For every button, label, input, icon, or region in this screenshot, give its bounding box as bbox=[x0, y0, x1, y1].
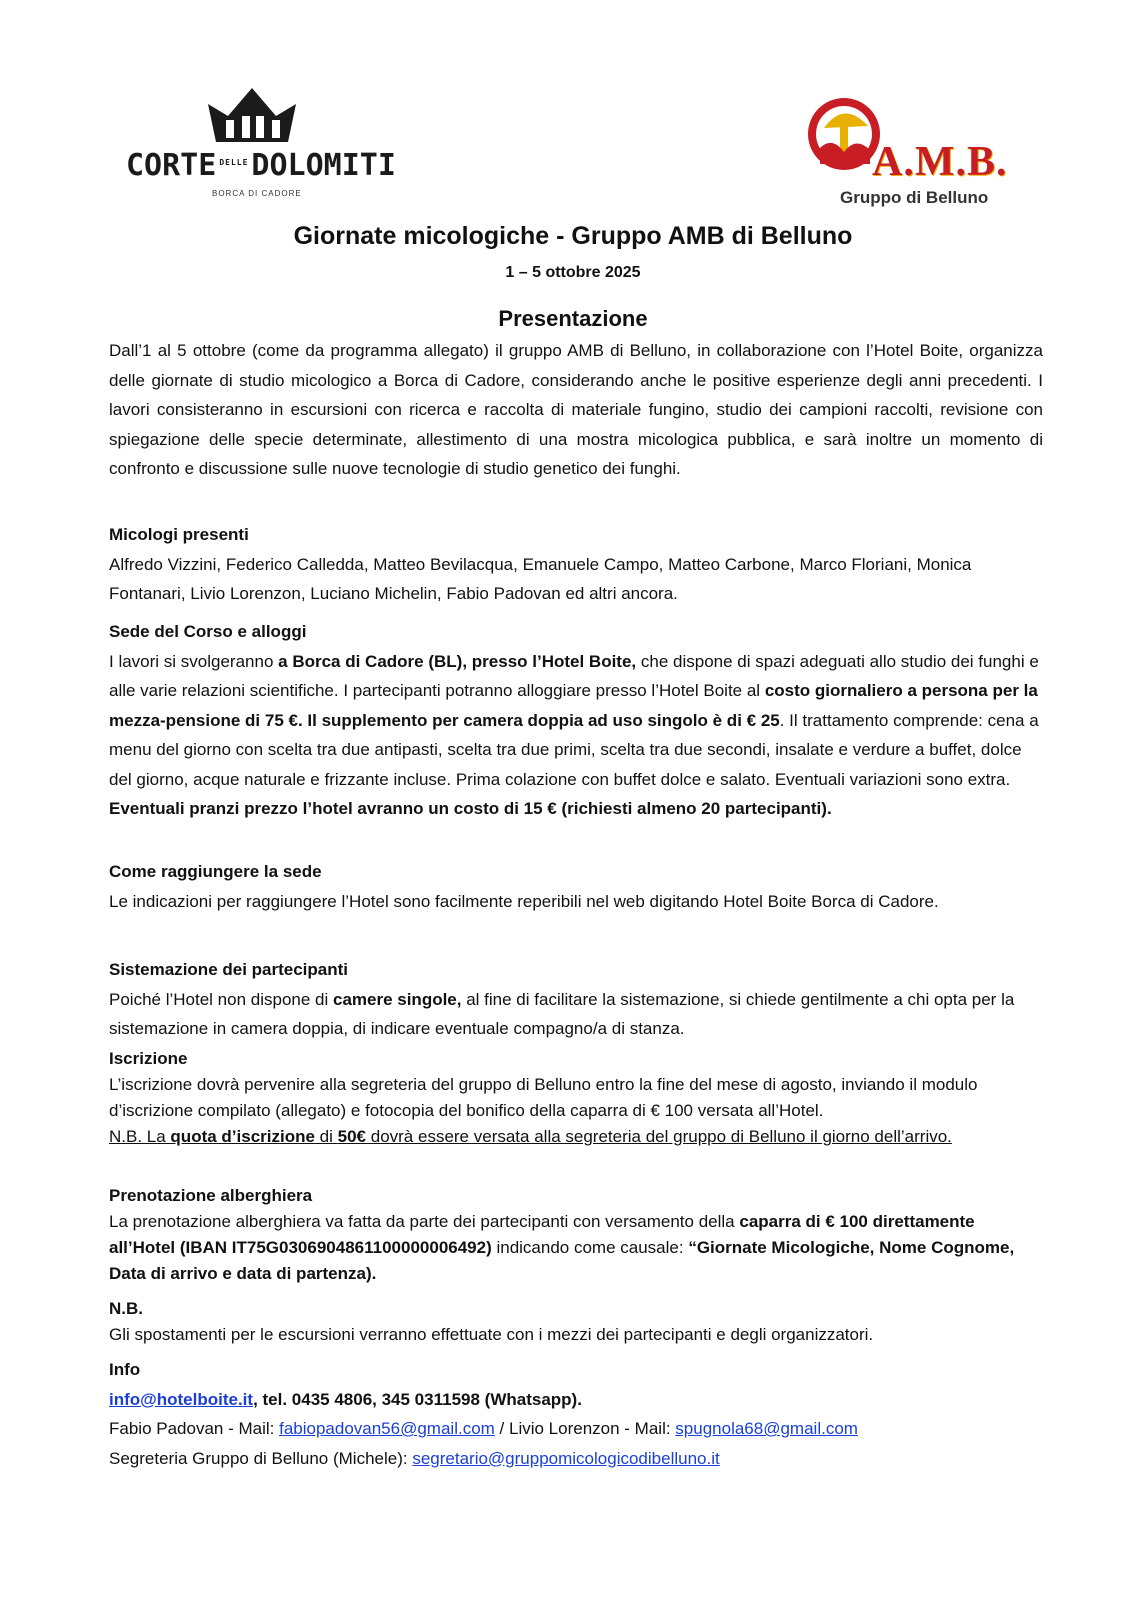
sede-bold-3: Eventuali pranzi prezzo l’hotel avranno un costo di 15 € (richiesti almeno 20 partecipanti). bbox=[109, 799, 832, 818]
sistemazione-text-2: al fine di facilitare la sistemazione, si chiede gentilmente a chi opta per la sistemazione in camera doppia, di indicare eventuale compagno/a di stanza. bbox=[109, 989, 1015, 1038]
amb-subtitle: Gruppo di Belluno bbox=[840, 188, 989, 207]
sede-bold-2: costo giornaliero a persona per la mezza-pensione di 75 €. Il supplemento per camera doppia ad uso singolo è di € 25 bbox=[109, 681, 1038, 730]
prenotazione-text-2: indicando come causale: bbox=[491, 1238, 689, 1257]
presentazione-paragraph: Dall’1 al 5 ottobre (come da programma allegato) il gruppo AMB di Belluno, in collaborazione con l’Hotel Boite, organizza delle giornate di studio micologico a Borca di Cadore, considerando anche le positive esperienze degli anni precedenti. I lavori consisteranno in escursioni con ricerca e raccolta di materiale fungino, studio dei campioni raccolti, revisione con spiegazione delle specie determinate, allestimento di una mostra micologica pubblica, e sarà inoltre un momento di confronto e discussione sulle nuove tecnologie di studio genetico dei funghi. bbox=[109, 341, 1043, 478]
iscrizione-heading: Iscrizione bbox=[109, 1049, 188, 1068]
corte-delle-dolomiti-logo bbox=[126, 86, 396, 206]
prenotazione-heading: Prenotazione alberghiera bbox=[109, 1186, 313, 1205]
sede-bold-1: a Borca di Cadore (BL), presso l’Hotel Boite, bbox=[278, 651, 637, 671]
nb-text: Gli spostamenti per le escursioni verranno effettuate con i mezzi dei partecipanti e degli organizzatori. bbox=[109, 1325, 874, 1344]
section-sistemazione bbox=[109, 955, 1043, 1044]
amb-gruppo-belluno-logo bbox=[806, 92, 1036, 212]
iscrizione-nb: N.B. La quota d’iscrizione di 50€ dovrà essere versata alla segreteria del gruppo di Belluno il giorno dell’arrivo. bbox=[109, 1127, 952, 1146]
sede-text-3: . Il trattamento comprende: cena a menu del giorno con scelta tra due antipasti, scelta tra due primi, scelta tra due secondi, insalate e verdure a buffet, dolce del giorno, acque naturale e frizzante incluse. Prima colazione con buffet dolce e salato. Eventuali variazioni sono extra. bbox=[109, 710, 1039, 789]
segreteria-label: Segreteria Gruppo di Belluno (Michele): bbox=[109, 1448, 413, 1468]
crown-icon bbox=[204, 86, 300, 144]
info-heading: Info bbox=[109, 1360, 141, 1379]
fabio-label: Fabio Padovan - Mail: bbox=[109, 1419, 280, 1438]
prenotazione-bold-2: “Giornate Micologiche, Nome Cognome, Data di arrivo e data di partenza). bbox=[109, 1238, 1015, 1283]
section-presentazione-heading: Presentazione bbox=[498, 306, 648, 331]
micologi-heading: Micologi presenti bbox=[109, 525, 249, 544]
sistemazione-heading: Sistemazione dei partecipanti bbox=[109, 960, 349, 979]
section-nb bbox=[109, 1296, 1043, 1348]
section-come-raggiungere bbox=[109, 857, 1043, 916]
prenotazione-bold-1: caparra di € 100 direttamente all’Hotel (IBAN IT75G0306904861100000006492) bbox=[109, 1212, 975, 1257]
section-iscrizione bbox=[109, 1046, 1043, 1150]
iscrizione-text: L’iscrizione dovrà pervenire alla segreteria del gruppo di Belluno entro la fine del mese di agosto, inviando il modulo d’iscrizione compilato (allegato) e fotocopia del bonifico della caparra di € 100 versata all’Hotel. bbox=[109, 1075, 978, 1120]
document-title: Giornate micologiche - Gruppo AMB di Belluno bbox=[293, 222, 853, 250]
section-prenotazione bbox=[109, 1183, 1043, 1287]
nb-heading: N.B. bbox=[109, 1299, 143, 1318]
amb-mark: A.M.B. bbox=[872, 139, 1008, 185]
sede-heading: Sede del Corso e alloggi bbox=[109, 622, 307, 641]
livio-label: / Livio Lorenzon - Mail: bbox=[494, 1419, 676, 1438]
section-sede bbox=[109, 617, 1043, 824]
sede-text-2: che dispone di spazi adeguati allo studio dei funghi e alle varie relazioni scientifiche. I partecipanti potranno alloggiare presso l’Hotel Boite al bbox=[109, 651, 1039, 700]
micologi-text: Alfredo Vizzini, Federico Calledda, Matteo Bevilacqua, Emanuele Campo, Matteo Carbone, Marco Floriani, Monica Fontanari, Livio Lorenzon, Luciano Michelin, Fabio Padovan ed altri ancora. bbox=[109, 554, 972, 603]
come-text: Le indicazioni per raggiungere l’Hotel sono facilmente reperibili nel web digitando Hotel Boite Borca di Cadore. bbox=[109, 891, 939, 911]
fabio-email-link[interactable]: fabiopadovan56@gmail.com bbox=[279, 1419, 495, 1438]
sede-text-1: I lavori si svolgeranno bbox=[109, 651, 279, 671]
hotel-email-link[interactable]: info@hotelboite.it bbox=[109, 1389, 254, 1409]
event-dates: 1 – 5 ottobre 2025 bbox=[505, 264, 641, 281]
segreteria-email-link[interactable]: segretario@gruppomicologicodibelluno.it bbox=[412, 1448, 720, 1468]
section-info bbox=[109, 1355, 1043, 1473]
hotel-phone: , tel. 0435 4806, 345 0311598 (Whatsapp). bbox=[253, 1389, 582, 1409]
sistemazione-bold: camere singole, bbox=[332, 989, 462, 1009]
prenotazione-text-1: La prenotazione alberghiera va fatta da parte dei partecipanti con versamento della bbox=[109, 1212, 740, 1231]
sistemazione-text-1: Poiché l’Hotel non dispone di bbox=[109, 989, 333, 1009]
section-micologi bbox=[109, 520, 1043, 609]
livio-email-link[interactable]: spugnola68@gmail.com bbox=[675, 1419, 858, 1438]
logo-subtitle: BORCA DI CADORE bbox=[212, 189, 302, 198]
come-heading: Come raggiungere la sede bbox=[109, 862, 322, 881]
logo-brand-text: CORTE $^{DELLE}$ DOLOMITI bbox=[126, 148, 396, 183]
